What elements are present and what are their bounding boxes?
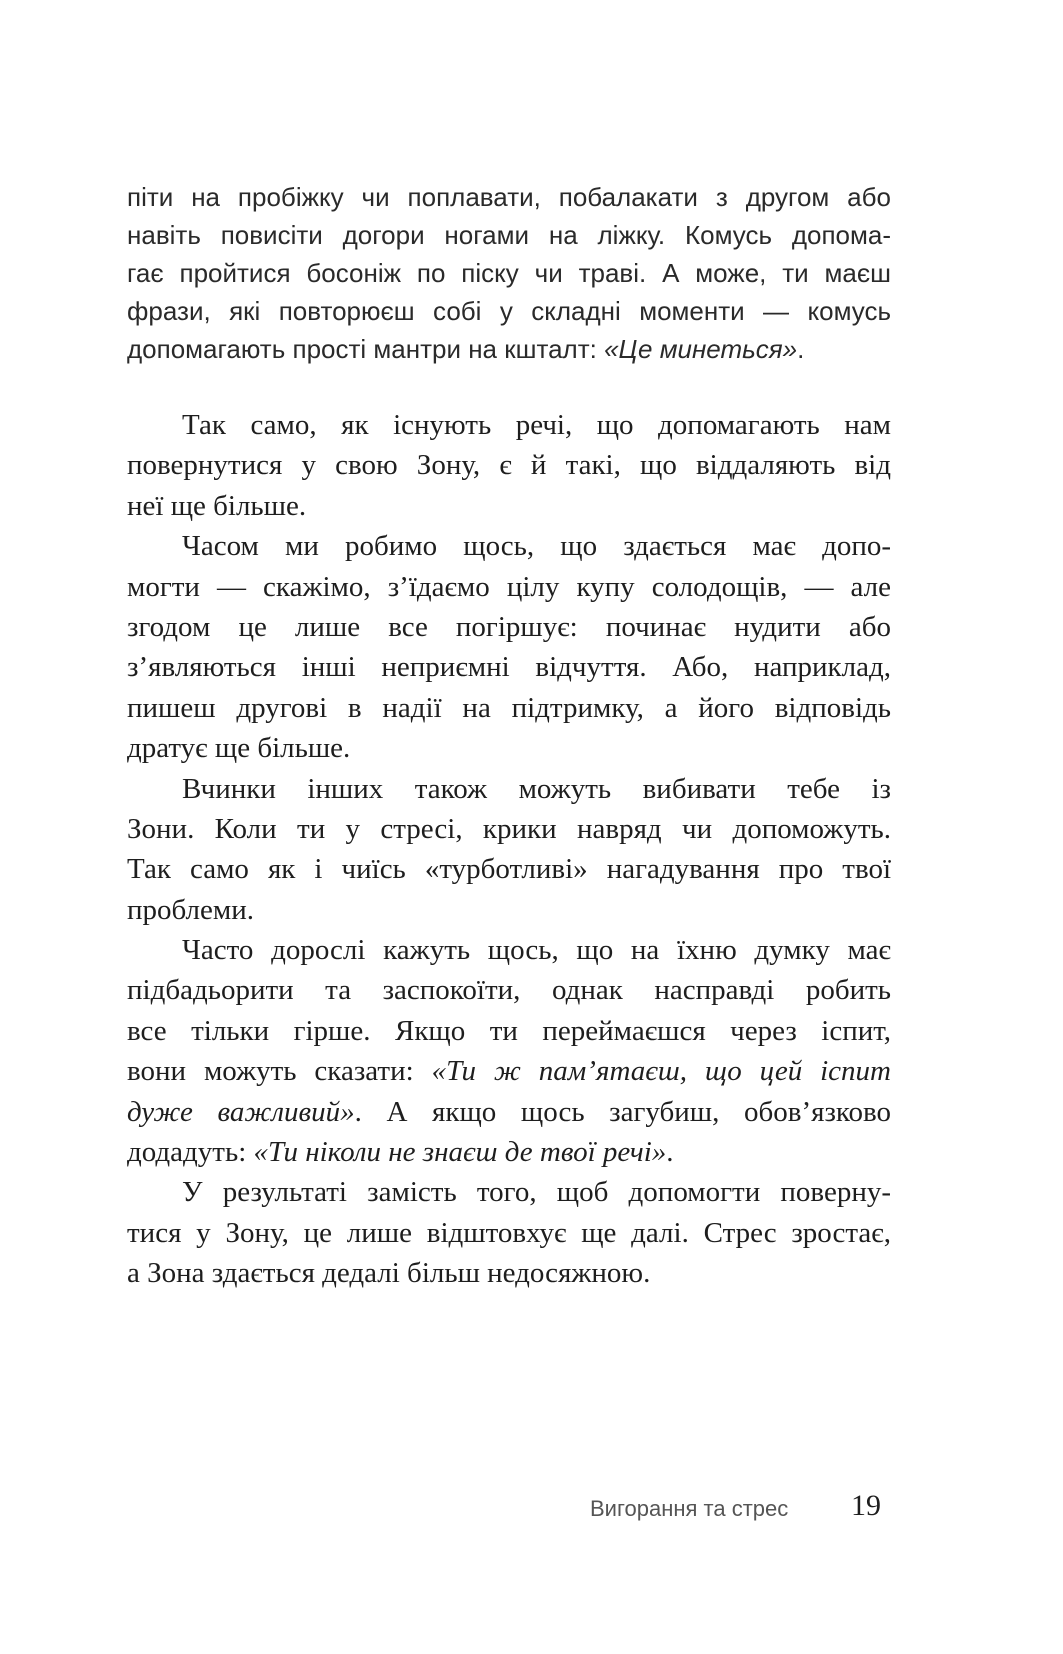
text-line — [127, 1051, 891, 1091]
text-segment: Часто дорослі кажуть щось, що на їхню думку має — [182, 934, 891, 967]
text-line — [127, 216, 891, 254]
text-segment: проблеми. — [127, 893, 255, 926]
text-segment: Так само як і чиїсь «турботливі» нагадування про твої — [127, 853, 891, 886]
text-segment: У результаті замість того, щоб допомогти поверну- — [182, 1176, 891, 1209]
text-segment: вони можуть сказати: — [127, 1055, 432, 1088]
text-line — [127, 607, 891, 647]
text-line — [127, 178, 891, 216]
text-line — [127, 688, 891, 728]
text-segment: з’являються інші неприємні відчуття. Або, наприклад, — [127, 651, 891, 684]
text-segment: додадуть: — [127, 1136, 254, 1169]
text-line — [127, 292, 891, 330]
text-line — [127, 930, 891, 970]
text-segment: все тільки гірше. Якщо ти переймаєшся через іспит, — [127, 1014, 891, 1047]
paragraph — [127, 526, 891, 768]
text-segment: згодом це лише все погіршує: починає нудити або — [127, 610, 891, 643]
text-segment: дратує ще більше. — [127, 732, 351, 765]
text-segment: . — [797, 334, 805, 364]
quoted-phrase: «Ти ніколи не знаєш де твої речі» — [253, 1136, 667, 1169]
text-segment: підбадьорити та заспокоїти, однак насправді робить — [127, 974, 891, 1007]
text-segment: Вчинки інших також можуть вибивати тебе із — [182, 772, 891, 805]
page-number: 19 — [851, 1489, 881, 1522]
paragraph — [127, 405, 891, 526]
text-line — [127, 970, 891, 1010]
text-segment: пишеш другові в надії на підтримку, а його відповідь — [127, 691, 891, 724]
body-text — [127, 405, 891, 1294]
text-line — [127, 728, 891, 768]
text-segment: . А якщо щось загубиш, обов’язково — [354, 1095, 892, 1128]
text-segment: навіть повисіти догори ногами на ліжку. Комусь допома- — [127, 220, 891, 250]
paragraph — [127, 1172, 891, 1293]
running-footer-chapter: Вигорання та стрес — [590, 1496, 789, 1521]
text-segment: а Зона здається дедалі більш недосяжною. — [127, 1257, 651, 1290]
text-line — [127, 647, 891, 687]
quoted-phrase: дуже важливий» — [127, 1095, 355, 1128]
text-segment: неї ще більше. — [127, 489, 307, 522]
text-segment: Часом ми робимо щось, що здається має допо- — [182, 530, 891, 563]
text-segment: фрази, які повторюєш собі у складні моменти — комусь — [127, 296, 891, 326]
text-segment: допомагають прості мантри на кшталт: — [127, 334, 605, 364]
text-line — [127, 1132, 891, 1172]
text-line — [127, 567, 891, 607]
text-segment: тися у Зону, це лише відштовхує ще далі. Стрес зростає, — [127, 1216, 891, 1249]
text-line — [127, 254, 891, 292]
text-line — [127, 1213, 891, 1253]
text-segment: повернутися у свою Зону, є й такі, що віддаляють від — [127, 449, 891, 482]
text-line — [127, 330, 891, 368]
text-line — [127, 526, 891, 566]
text-line — [127, 1253, 891, 1293]
intro-paragraph — [127, 178, 891, 368]
text-line — [127, 769, 891, 809]
text-segment: піти на пробіжку чи поплавати, побалакати з другом або — [127, 182, 891, 212]
text-segment: Так само, як існують речі, що допомагають нам — [182, 409, 891, 441]
text-line — [127, 405, 891, 445]
text-segment: могти — скажімо, з’їдаємо цілу купу солодощів, — але — [127, 570, 891, 603]
text-line — [127, 890, 891, 930]
text-segment: гає пройтися босоніж по піску чи траві. А може, ти маєш — [127, 258, 891, 288]
paragraph — [127, 930, 891, 1172]
text-line — [127, 486, 891, 526]
text-line — [127, 849, 891, 889]
text-segment: Зони. Коли ти у стресі, крики навряд чи допоможуть. — [127, 812, 891, 845]
quoted-phrase: «Це минеться» — [604, 334, 798, 364]
paragraph — [127, 769, 891, 931]
text-line — [127, 1092, 891, 1132]
text-line — [127, 1172, 891, 1212]
text-line — [127, 1011, 891, 1051]
text-segment: . — [666, 1136, 674, 1169]
text-line — [127, 445, 891, 485]
quoted-phrase: «Ти ж пам’ятаєш, що цей іспит — [431, 1055, 891, 1088]
text-line — [127, 809, 891, 849]
